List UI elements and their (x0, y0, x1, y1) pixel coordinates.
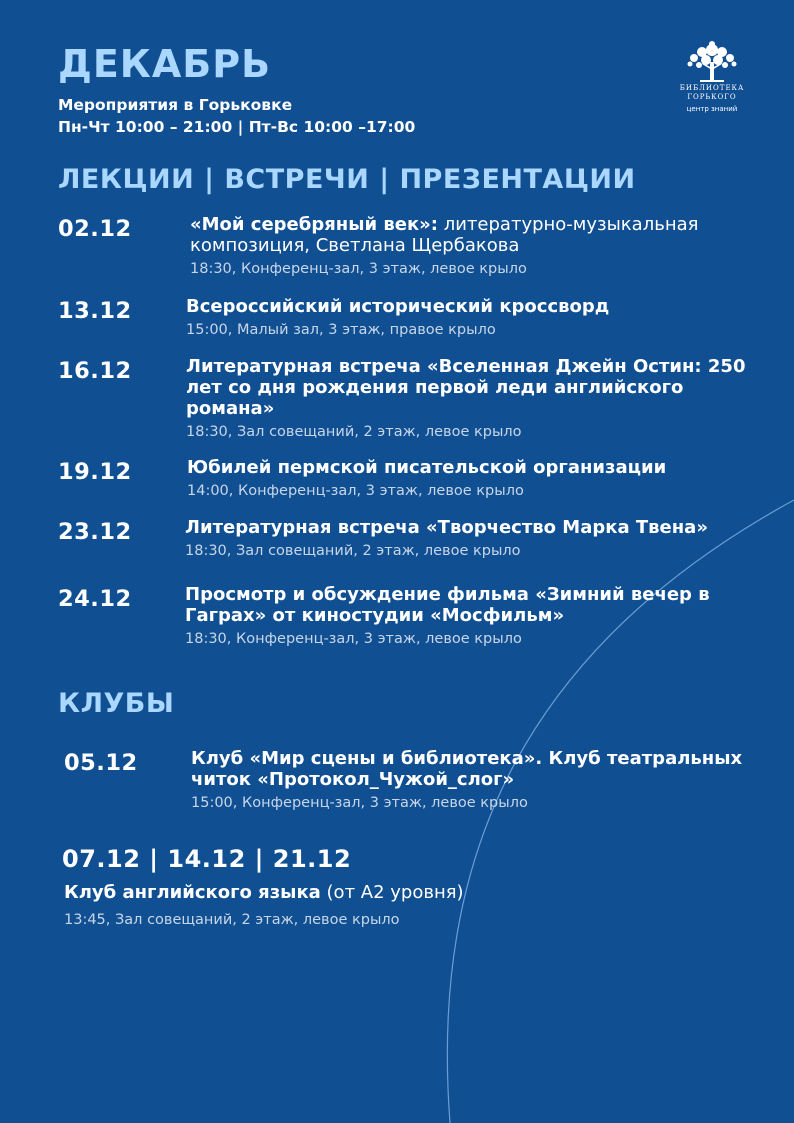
club-info (191, 748, 756, 812)
page-subtitle (58, 94, 415, 138)
event-date: 16.12 (58, 358, 132, 384)
event-info (190, 214, 755, 278)
event-title (185, 584, 760, 626)
event-title-rest: литературно-музыкальная композиция, Светлана Щербакова (190, 214, 699, 256)
event-detail: 18:30, Конференц-зал, 3 этаж, левое крыло (185, 631, 522, 647)
event-date: 13.12 (58, 298, 132, 324)
event-title-bold: Литературная встреча «Творчество Марка Твена» (185, 517, 708, 538)
event-detail: 18:30, Зал совещаний, 2 этаж, левое крыло (186, 424, 522, 440)
section-title-clubs: КЛУБЫ (58, 688, 175, 719)
page-title: ДЕКАБРЬ (58, 42, 272, 86)
club-dates: 07.12 | 14.12 | 21.12 (62, 845, 352, 873)
event-detail: 18:30, Конференц-зал, 3 этаж, левое крыло (190, 261, 527, 277)
event-title-bold: «Мой серебряный век»: (190, 214, 439, 235)
event-title-bold: Всероссийский исторический кроссворд (186, 296, 610, 317)
event-date: 23.12 (58, 519, 132, 545)
event-title-bold: Просмотр и обсуждение фильма «Зимний вечер в Гаграх» от киностудии «Мосфильм» (185, 584, 710, 626)
club-title: Клуб «Мир сцены и библиотека». Клуб театральных читок «Протокол_Чужой_слог» (191, 748, 743, 790)
logo-line-1: БИБЛИОТЕКА (679, 84, 745, 92)
event-detail: 15:00, Малый зал, 3 этаж, правое крыло (186, 322, 496, 338)
event-title (185, 517, 755, 538)
event-info (187, 457, 757, 500)
event-title-bold: Литературная встреча «Вселенная Джейн Остин: 250 лет со дня рождения первой леди английского романа» (186, 356, 746, 419)
event-detail: 18:30, Зал совещаний, 2 этаж, левое крыло (185, 543, 521, 559)
event-title (190, 214, 755, 256)
event-title-bold: Юбилей пермской писательской организации (187, 457, 667, 478)
event-info (185, 584, 760, 648)
event-detail: 14:00, Конференц-зал, 3 этаж, левое крыло (187, 483, 524, 499)
event-title (186, 296, 756, 317)
event-info (186, 356, 756, 441)
logo-line-2: ГОРЬКОГО (687, 93, 737, 101)
club-title (64, 882, 464, 903)
club-date: 05.12 (64, 750, 138, 776)
subtitle-hours: Пн-Чт 10:00 – 21:00 | Пт-Вс 10:00 –17:00 (58, 118, 416, 136)
event-title (187, 457, 757, 478)
event-date: 19.12 (58, 459, 132, 485)
event-date: 24.12 (58, 586, 132, 612)
club-title-level: (от А2 уровня) (320, 882, 464, 903)
library-logo (672, 40, 752, 113)
tree-icon (682, 40, 742, 84)
section-title-lectures: ЛЕКЦИИ | ВСТРЕЧИ | ПРЕЗЕНТАЦИИ (58, 164, 636, 195)
subtitle-location: Мероприятия в Горьковке (58, 96, 293, 114)
event-info (186, 296, 756, 339)
logo-line-3: центр знаний (686, 105, 738, 113)
event-info (185, 517, 755, 560)
event-date: 02.12 (58, 216, 132, 242)
event-title (186, 356, 756, 419)
club-title-bold: Клуб английского языка (64, 882, 321, 903)
club-detail: 13:45, Зал совещаний, 2 этаж, левое крыло (64, 912, 400, 928)
club-detail: 15:00, Конференц-зал, 3 этаж, левое крыло (191, 795, 528, 811)
